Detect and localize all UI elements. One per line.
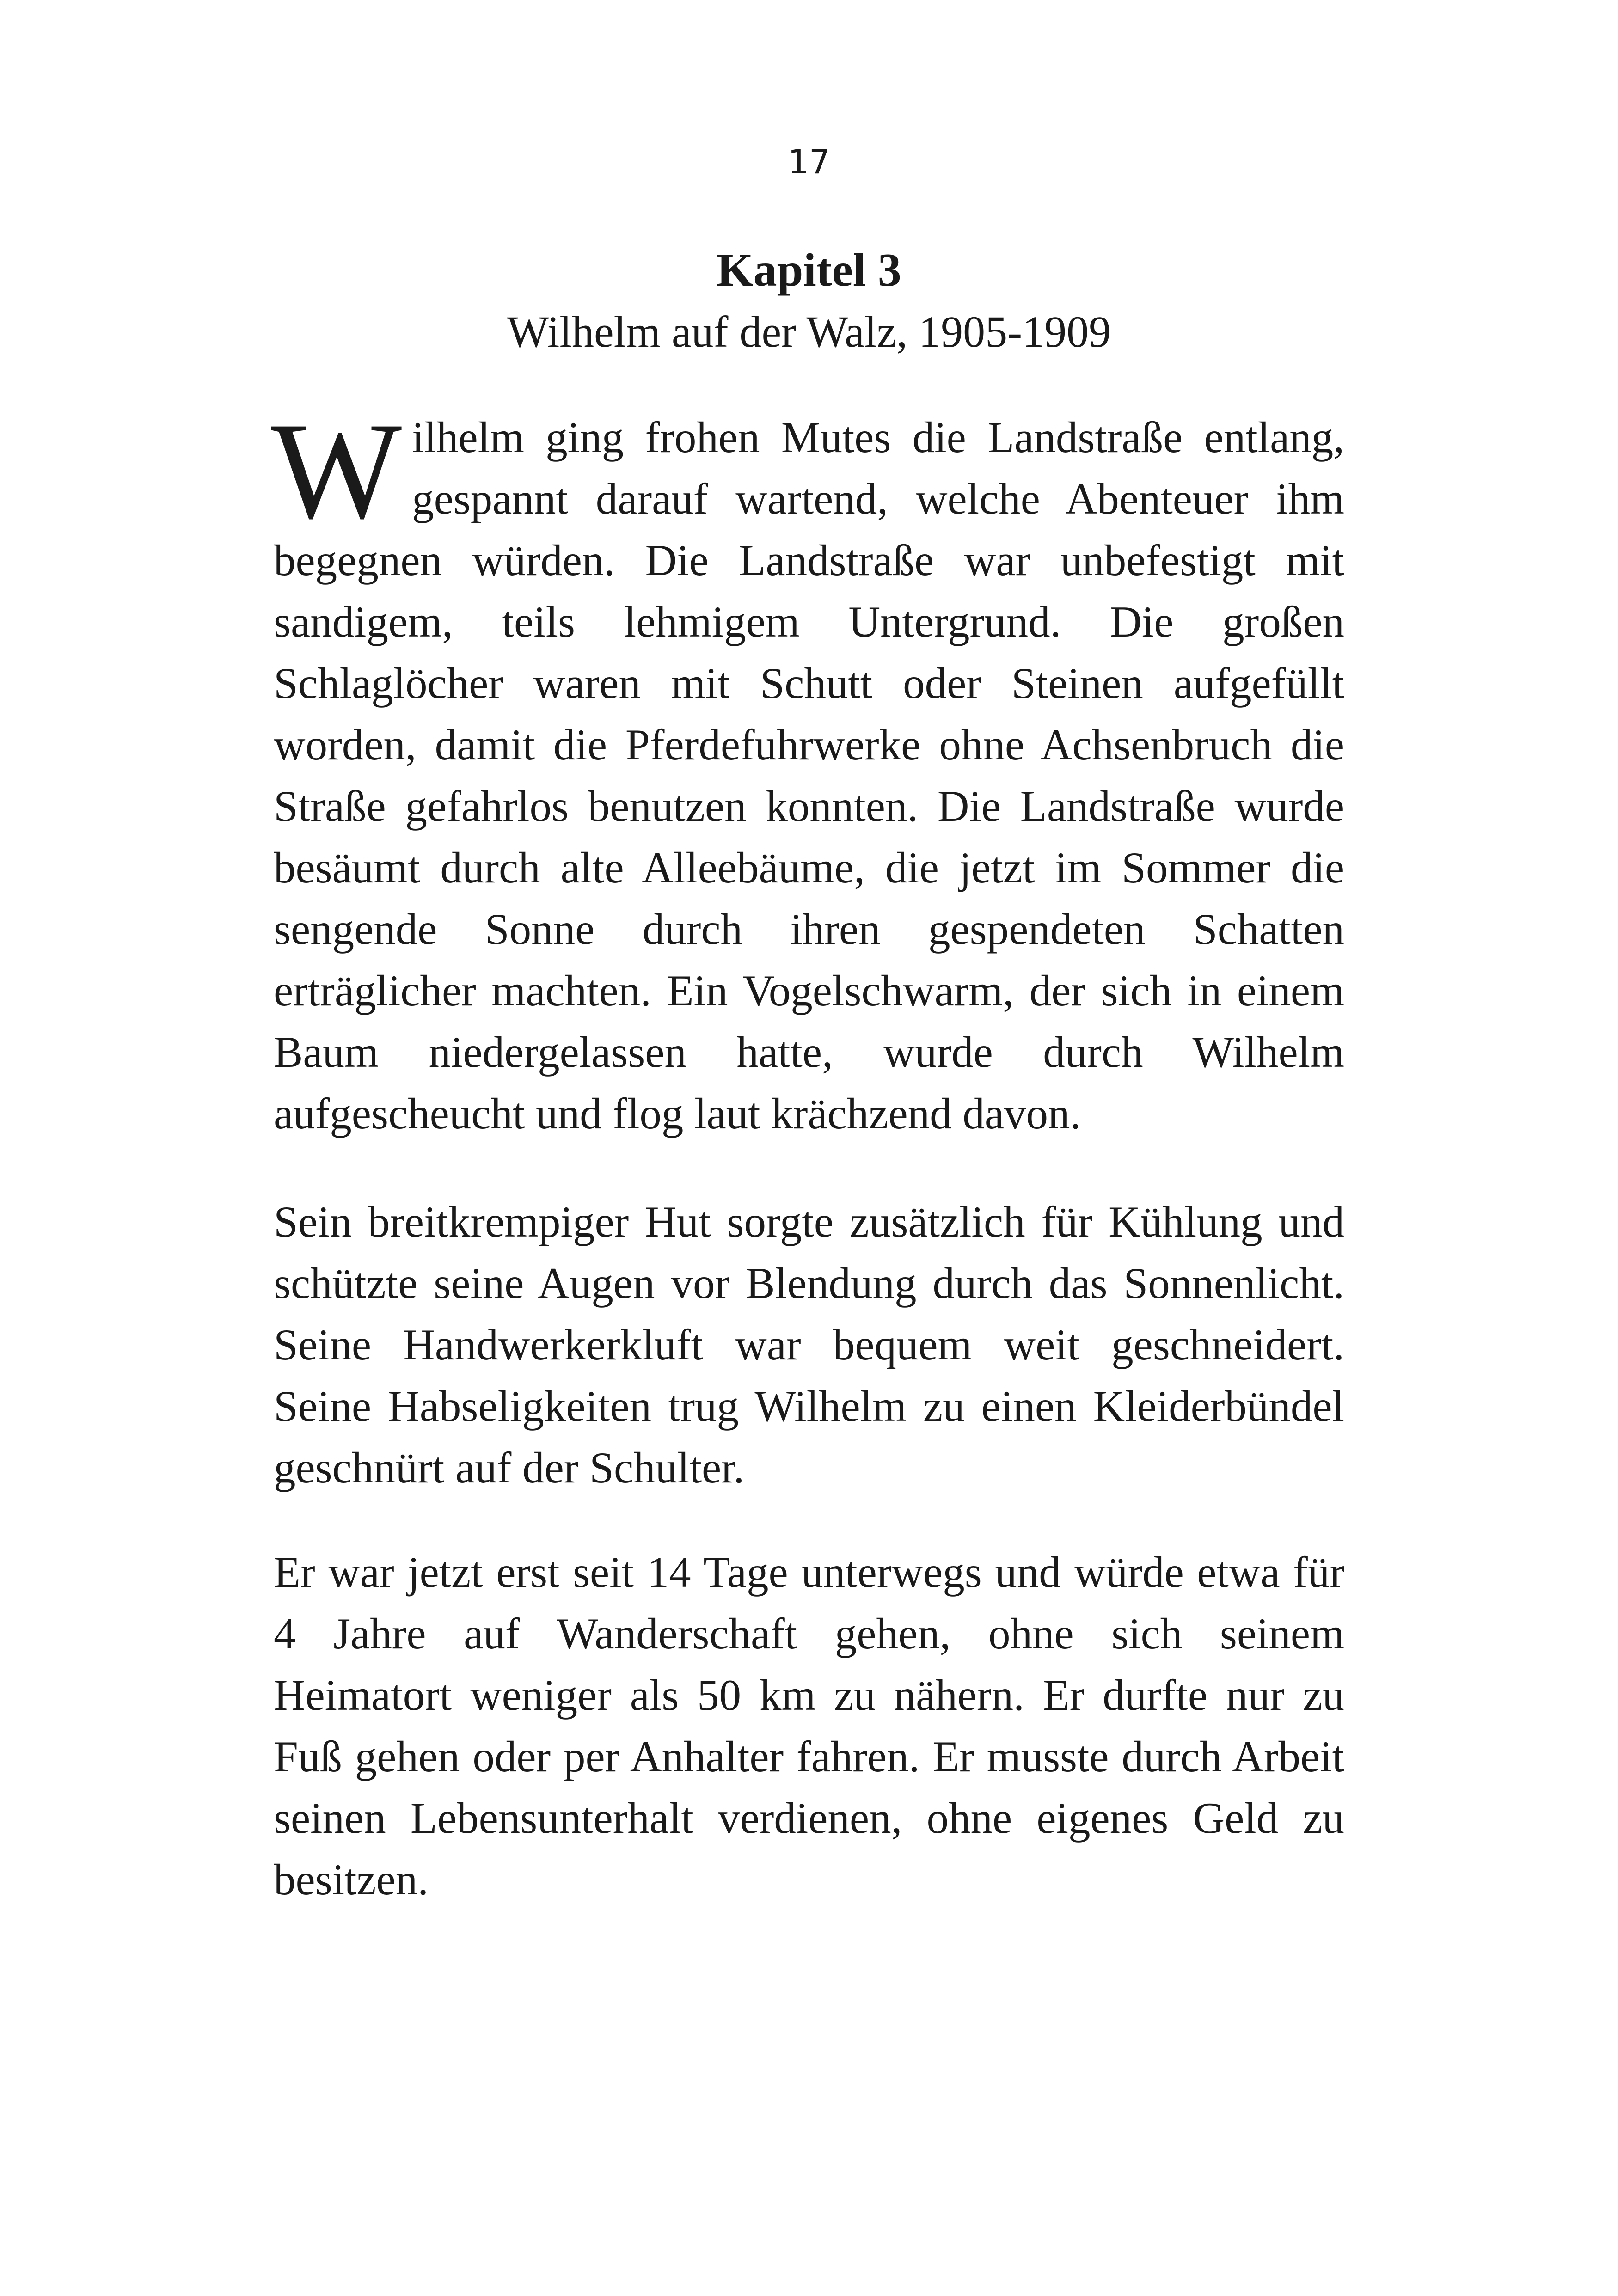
page-number: 17 (788, 142, 830, 181)
paragraph-3: Er war jetzt erst seit 14 Tage unterwegs und würde etwa für 4 Jahre auf Wanderschaft gehen, ohne sich seinem Heimatort weniger als 50 km zu nähern. Er durfte nur zu Fuß gehen oder per Anhalter fahren. Er musste durch Arbeit seinen Lebensunterhalt verdienen, ohne eigenes Geld zu besitzen. (274, 1548, 1344, 1904)
paragraph-2: Sein breitkrempiger Hut sorgte zusätzlich für Kühlung und schützte seine Augen vor Blendung durch das Sonnenlicht. Seine Handwerkerkluft war bequem weit geschneidert. Seine Habseligkeiten trug Wilhelm zu einen Kleiderbündel geschnürt auf der Schulter. (274, 1197, 1344, 1492)
paragraph-1-text: ilhelm ging frohen Mutes die Landstraße entlang, gespannt darauf wartend, welche Abenteuer ihm begegnen würden. Die Landstraße war unbefestigt mit sandigem, teils lehmigem Untergrund. Die großen Schlaglöcher waren mit Schutt oder Steinen aufgefüllt worden, damit die Pferdefuhrwerke ohne Achsenbruch die Straße gefahrlos benutzen konnten. Die Landstraße wurde besäumt durch alte Alleebäume, die jetzt im Sommer die sengende Sonne durch ihren gespendeten Schatten erträglicher machten. Ein Vogelschwarm, der sich in einem Baum niedergelassen hatte, wurde durch Wilhelm aufgescheucht und flog laut krächzend davon. (274, 413, 1344, 1138)
drop-cap-initial: W (271, 394, 402, 547)
chapter-subtitle: Wilhelm auf der Walz, 1905-1909 (507, 307, 1111, 356)
paragraph-1 (271, 394, 1344, 1145)
chapter-title: Kapitel 3 (717, 244, 901, 296)
